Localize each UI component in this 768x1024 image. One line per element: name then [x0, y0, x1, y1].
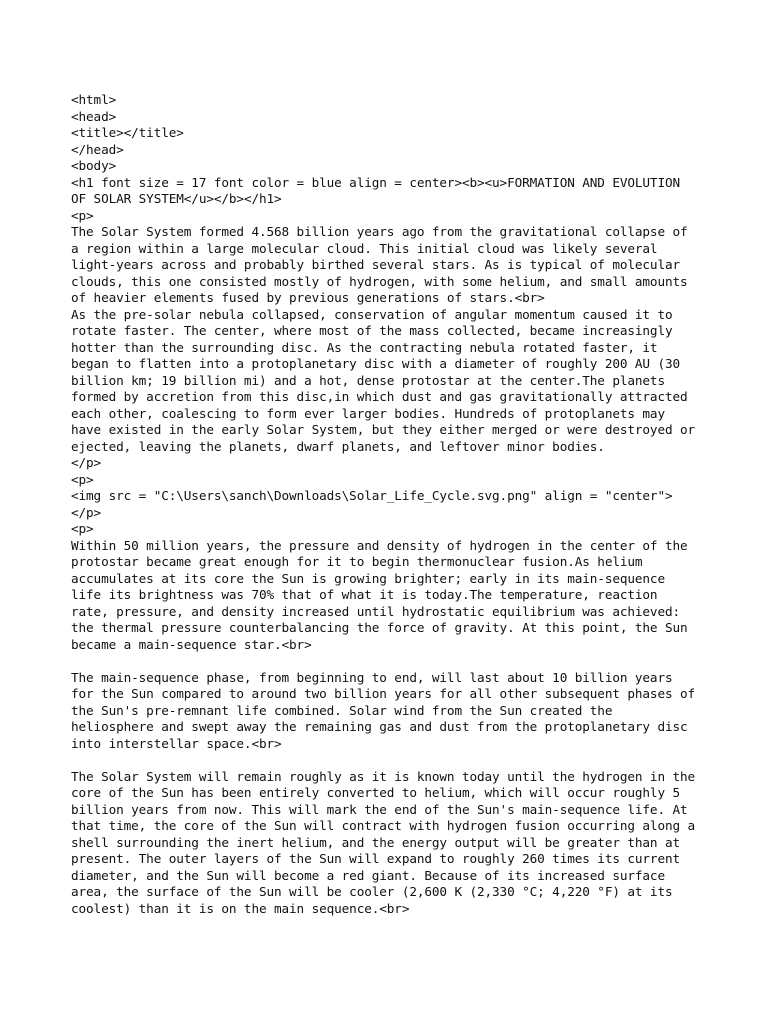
code-line: each other, coalescing to form ever larger bodies. Hundreds of protoplanets may [71, 405, 665, 421]
code-line: coolest) than it is on the main sequence.<br> [71, 900, 410, 916]
code-line: </p> [71, 504, 102, 520]
code-line: billion km; 19 billion mi) and a hot, dense protostar at the center.The planets [71, 372, 665, 388]
code-line: </head> [71, 141, 124, 157]
code-line: into interstellar space.<br> [71, 735, 282, 751]
code-line: shell surrounding the inert helium, and the energy output will be greater than at [71, 834, 681, 850]
document-body [71, 92, 701, 917]
code-line: hotter than the surrounding disc. As the contracting nebula rotated faster, it [71, 339, 658, 355]
code-line: heliosphere and swept away the remaining gas and dust from the protoplanetary disc [71, 719, 688, 734]
code-line: for the Sun compared to around two billion years for all other subsequent phases of [71, 686, 696, 701]
code-line: OF SOLAR SYSTEM</u></b></h1> [71, 191, 282, 206]
code-line: life its brightness was 70% that of what it is today.The temperature, reaction [71, 587, 658, 602]
code-line: began to flatten into a protoplanetary disc with a diameter of roughly 200 AU (30 [71, 356, 681, 371]
code-line: accumulates at its core the Sun is growing brighter; early in its main-sequence [71, 570, 665, 586]
code-line: the thermal pressure counterbalancing the force of gravity. At this point, the Sun [71, 620, 688, 635]
code-line: clouds, this one consisted mostly of hydrogen, with some helium, and small amounts [71, 273, 688, 289]
blank-line [71, 752, 701, 769]
code-line: of heavier elements fused by previous generations of stars.<br> [71, 290, 545, 305]
code-line: <body> [71, 158, 117, 173]
code-line: <h1 font size = 17 font color = blue align = center><b><u>FORMATION AND EVOLUTION [71, 174, 681, 190]
code-line: <head> [71, 108, 117, 124]
code-line: area, the surface of the Sun will be cooler (2,600 K (2,330 °C; 4,220 °F) at its [71, 884, 673, 899]
code-line: ejected, leaving the planets, dwarf planets, and leftover minor bodies. [71, 438, 605, 454]
code-line: The main-sequence phase, from beginning to end, will last about 10 billion years [71, 669, 673, 685]
code-line: light-years across and probably birthed several stars. As is typical of molecular [71, 257, 681, 272]
code-line: protostar became great enough for it to begin thermonuclear fusion.As helium [71, 554, 643, 569]
code-line: <p> [71, 207, 94, 223]
code-line: the Sun's pre-remnant life combined. Solar wind from the Sun created the [71, 702, 613, 718]
code-line: <title></title> [71, 125, 184, 140]
code-line: <html> [71, 92, 117, 107]
code-line: Within 50 million years, the pressure and density of hydrogen in the center of the [71, 537, 688, 553]
code-line: The Solar System will remain roughly as it is known today until the hydrogen in the [71, 768, 696, 784]
code-line: present. The outer layers of the Sun will expand to roughly 260 times its current [71, 851, 681, 866]
code-line: formed by accretion from this disc,in which dust and gas gravitationally attracted [71, 389, 688, 404]
code-line: have existed in the early Solar System, but they either merged or were destroyed or [71, 422, 696, 437]
code-line: became a main-sequence star.<br> [71, 636, 312, 652]
code-line: <p> [71, 471, 94, 487]
code-line: that time, the core of the Sun will contract with hydrogen fusion occurring along a [71, 818, 696, 833]
code-line: The Solar System formed 4.568 billion years ago from the gravitational collapse of [71, 224, 688, 239]
code-line: core of the Sun has been entirely converted to helium, which will occur roughly 5 [71, 785, 681, 800]
code-line: a region within a large molecular cloud. This initial cloud was likely several [71, 240, 658, 256]
code-line: diameter, and the Sun will become a red giant. Because of its increased surface [71, 867, 665, 883]
code-line: rate, pressure, and density increased until hydrostatic equilibrium was achieved: [71, 603, 681, 619]
code-line: rotate faster. The center, where most of the mass collected, became increasingly [71, 323, 673, 338]
code-line: <p> [71, 521, 94, 536]
code-line: As the pre-solar nebula collapsed, conservation of angular momentum caused it to [71, 306, 673, 322]
code-line: </p> [71, 455, 102, 470]
blank-line [71, 653, 701, 670]
code-line: <img src = "C:\Users\sanch\Downloads\Solar_Life_Cycle.svg.png" align = "center"> [71, 488, 673, 503]
code-line: billion years from now. This will mark the end of the Sun's main-sequence life. At [71, 801, 688, 817]
